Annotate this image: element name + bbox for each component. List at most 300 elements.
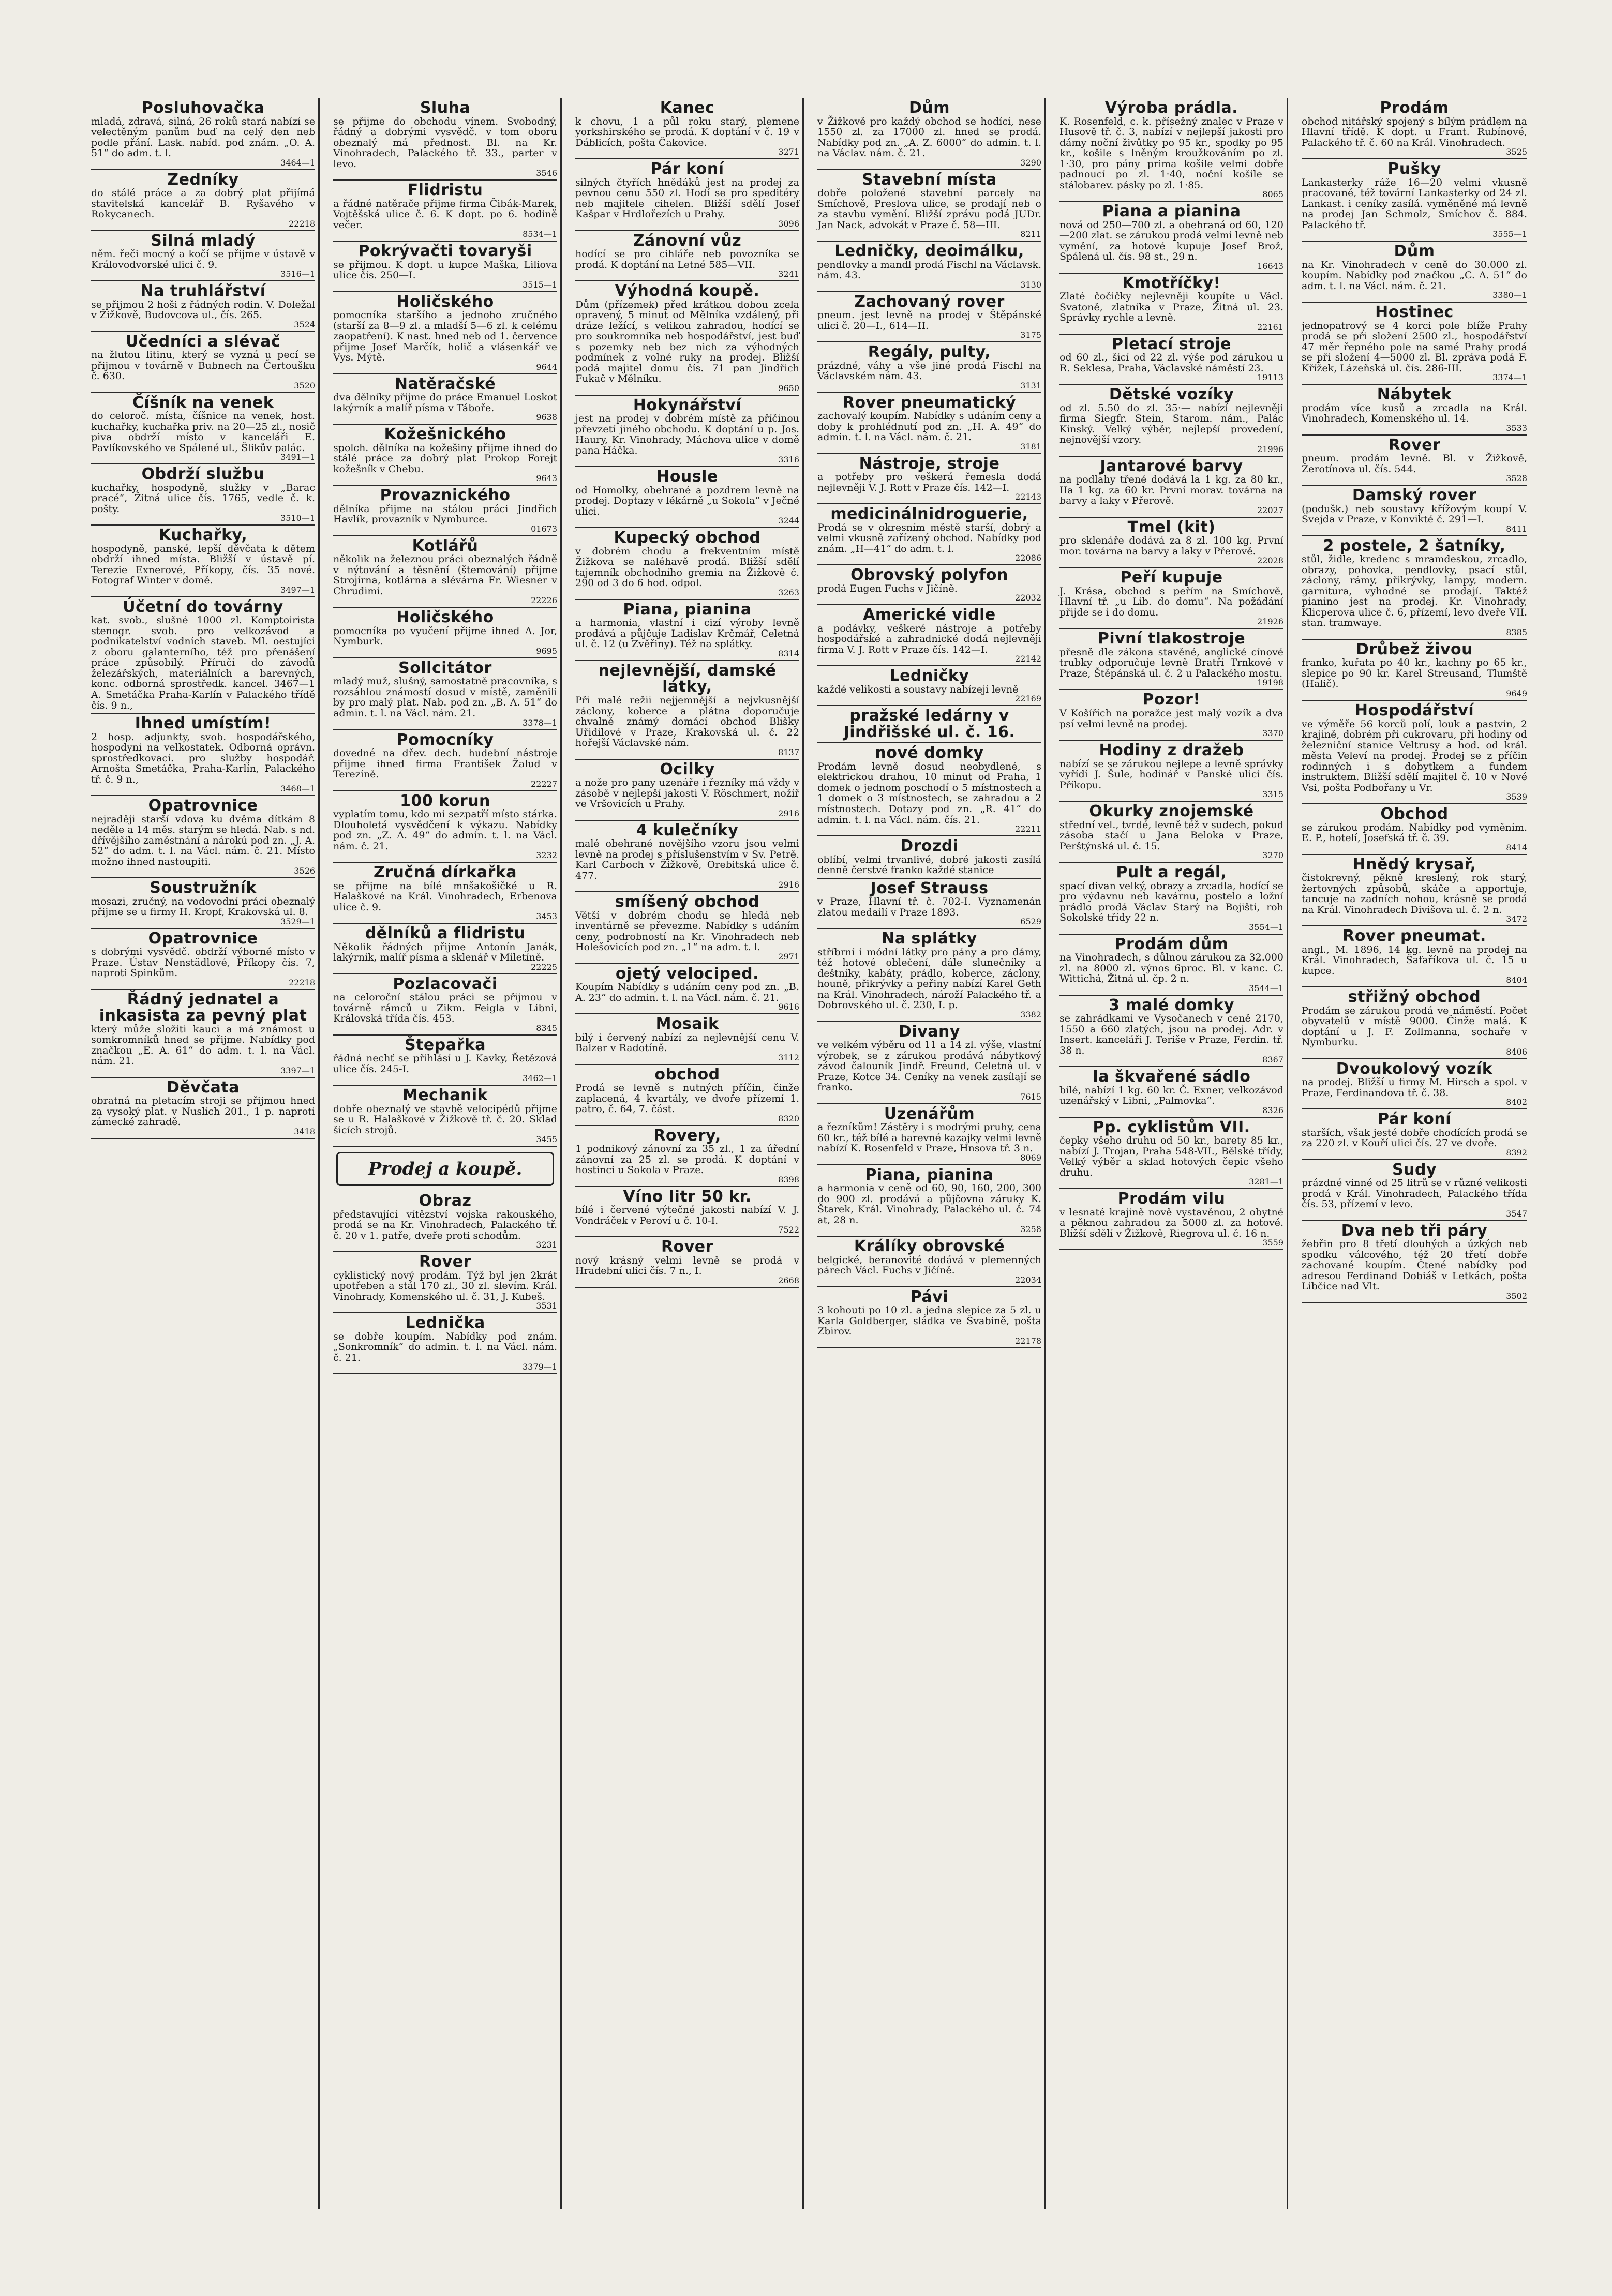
ad-heading: ojetý velociped.	[615, 964, 759, 983]
classified-ad	[333, 658, 557, 730]
ad-heading: Pozlacovači	[393, 974, 498, 993]
ad-text: vyplatím tomu, kdo mi sezpatří místo stárka. Dlouholetá vysvědčení k výkazu. Nabídky pod zn. „Z. A. 49“ do admin. t. l. na Václ. nám. č. 21.	[333, 808, 557, 852]
ad-heading: Pp. cyklistům VII.	[1093, 1118, 1250, 1136]
ad-code: 3472	[1506, 914, 1527, 924]
ad-heading: Rover pneumat.	[1342, 927, 1486, 946]
ad-heading: Na truhlářství	[140, 282, 266, 301]
ad-code: 22032	[1015, 593, 1041, 603]
ad-heading: Ledničky	[889, 667, 969, 685]
ad-heading: Pletací stroje	[1112, 335, 1231, 353]
ad-code: 16643	[1257, 261, 1283, 271]
classified-ad	[575, 159, 799, 231]
ad-heading: Dětské vozíky	[1109, 385, 1234, 404]
classified-ad	[1302, 701, 1527, 804]
ad-text: s dobrými vysvědč. obdrží výborné místo v Praze. Ústav Nenstädlové, Příkopy čís. 7, naproti Spinkům.	[91, 946, 315, 979]
ad-heading: Králíky obrovské	[854, 1237, 1005, 1256]
ad-code: 19198	[1257, 678, 1283, 688]
ad-code: 3525	[1506, 147, 1527, 157]
ad-text: a harmonia v ceně od 60, 90, 160, 200, 300 do 900 zl. prodává a půjčovna záruky K. Štarek, Král. Vinohrady, Palackého ul. č. 74 at, 28 n.	[817, 1182, 1041, 1226]
ad-code: 3515—1	[523, 279, 557, 290]
classified-ad	[1302, 804, 1527, 855]
ad-text: silných čtyřích hnědáků jest na prodej za pevnou cenu 550 zl. Hodí se pro speditéry neb majitele cihelen. Bližší sdělí Josef Kašpar v Hrdlořezích u Prahy.	[575, 176, 799, 220]
ad-text: jednopatrový se 4 korci pole blíže Prahy prodá se při složení 2500 zl., hospodářství 47 měr řepného pole na samé Prahy prodá se při složení 4—5000 zl. Bl. zpráva podá F. Křížek, Lázeňská ul. čís. 286-III.	[1302, 320, 1527, 374]
ad-text: mladá, zdravá, silná, 26 roků stará nabízí se velectěným panům buď na celý den neb podle přání. Lask. nabíd. pod znám. „O. A. 51“ do adm. t. l.	[91, 115, 315, 159]
classified-ad	[333, 1086, 557, 1147]
ad-heading: Hostinec	[1375, 303, 1454, 322]
ad-text: Větší v dobrém chodu se hledá neb inventárně se převezme. Nabídky s udáním ceny, podrobností na Kr. Vinohradech neb Holešovicích pod zn. „1“ na adm. t. l.	[575, 909, 799, 953]
ad-heading: Piana a pianina	[1102, 202, 1241, 221]
classified-ad	[1302, 486, 1527, 536]
ad-text: Zlaté čočičky nejlevněji koupíte u Václ. Svatoně, zlatníka v Praze, Žitná ul. 23. Správky rychle a levně.	[1059, 291, 1283, 324]
classified-ad	[333, 608, 557, 658]
ad-heading: Obrovský polyfon	[850, 566, 1008, 584]
classified-ad	[1059, 863, 1283, 935]
classified-ad	[1059, 741, 1283, 802]
ad-heading: Peří kupuje	[1120, 568, 1223, 587]
ad-text: spací divan velký, obrazy a zrcadla, hodící se pro výdavnu neb kavárnu, postelo a ložní prádlo prodá Václav Starý na Bojišti, roh Sokolské třídy 22 n.	[1059, 880, 1283, 924]
ad-text: každé velikosti a soustavy nabízejí levně	[817, 683, 1019, 695]
ad-code: 3528	[1506, 473, 1527, 484]
ad-heading: Pár koní	[1377, 1110, 1452, 1129]
ad-code: 8137	[778, 747, 799, 757]
ad-heading: Drůbež živou	[1355, 640, 1473, 658]
ad-heading: Sluha	[420, 99, 471, 117]
ad-code: 3497—1	[280, 584, 315, 595]
ad-code: 2971	[778, 951, 799, 962]
ad-heading: Ia škvařené sádlo	[1092, 1068, 1251, 1086]
ad-heading: Tmel (kit)	[1127, 518, 1216, 536]
classified-ad	[1302, 640, 1527, 701]
ad-text: franko, kuřata po 40 kr., kachny po 65 kr., slepice po 90 kr. Karel Streusand, Tlumště (Halič).	[1302, 657, 1527, 690]
ad-code: 3397—1	[280, 1065, 315, 1075]
classified-ad	[575, 1126, 799, 1187]
classified-ad	[575, 600, 799, 661]
ad-heading: Kmotříčky!	[1122, 274, 1221, 292]
ad-text: se zahrádkami ve Vysočanech v ceně 2170, 1550 a 660 zlatých, jsou na prodej. Adr. v Insert. kanceláři J. Teriše v Praze, Ferdin. tř. 38 n.	[1059, 1013, 1283, 1056]
classified-ad	[91, 796, 315, 878]
ad-text: dobře položené stavební parcely na Smíchově, Preslova ulice, se prodají neb o za stavbu vymění. Bližší zprávu podá JUDr. Jan Nack, advokát v Praze č. 58—III.	[817, 187, 1041, 231]
ad-code: 22218	[289, 977, 315, 987]
classified-ad	[575, 528, 799, 600]
ad-code: 3524	[294, 319, 315, 329]
ad-heading: Hnědý krysař,	[1352, 855, 1476, 874]
ad-text: (podušk.) neb soustavy křížovým koupí V. Svejda v Praze, v Konvikté č. 291—I.	[1302, 503, 1527, 526]
classified-ad	[91, 714, 315, 796]
ad-heading: Obchod	[1380, 805, 1449, 823]
ad-text: na žlutou litinu, který se vyzná u pecí se přijmou v továrně v Bubnech na Čertoušku č. 630.	[91, 349, 315, 382]
ad-heading: Kotlářů	[412, 536, 479, 555]
ad-text: představující vítězství vojska rakouského, prodá se na Kr. Vinohradech, Palackého tř. č. 20 v 1. patře, dveře proti schodům.	[333, 1208, 557, 1241]
classified-ad	[333, 1191, 557, 1252]
ad-heading: Účetní do továrny	[123, 597, 283, 616]
ad-heading: Pávi	[910, 1287, 949, 1306]
ad-text: a potřeby pro veškerá řemesla dodá nejlevněji V. J. Rott v Praze čís. 142—I.	[817, 471, 1041, 493]
ad-code: 8314	[778, 648, 799, 658]
ad-code: 2916	[778, 880, 799, 890]
classified-ad	[1059, 1189, 1283, 1250]
ad-text: nový krásný velmi levně se prodá v Hradební ulici čís. 7 n., I.	[575, 1254, 799, 1277]
classified-ad	[91, 332, 315, 393]
ad-heading: Rover	[419, 1253, 471, 1271]
ad-heading: nové domky	[875, 744, 984, 762]
ad-text: pneum. jest levně na prodej v Štěpánské ulici č. 20—I., 614—II.	[817, 309, 1041, 332]
ad-code: 3531	[536, 1301, 557, 1311]
ad-code: 22227	[531, 778, 557, 789]
ad-code: 9638	[536, 412, 557, 423]
classified-ad	[817, 706, 1041, 743]
ad-text: se přijmou 2 hoši z řádných rodin. V. Doležal v Žižkově, Budovcova ul., čís. 265.	[91, 298, 315, 321]
ad-code: 3281—1	[1249, 1177, 1283, 1187]
ad-code: 3533	[1506, 423, 1527, 433]
ad-code: 3455	[536, 1134, 557, 1145]
classified-ad	[575, 821, 799, 893]
ad-text: 3 kohouti po 10 zl. a jedna slepice za 5 zl. u Karla Goldberger, sládka ve Švabině, pošta Zbirov.	[817, 1304, 1041, 1338]
ad-code: 3271	[778, 147, 799, 157]
ad-heading: Josef Strauss	[870, 879, 989, 897]
ad-code: 3370	[1262, 728, 1283, 739]
ad-text: Prodám se zárukou prodá ve náměstí. Počet obyvatelů v místě 9000. Činže malá. K doptání u J. F. Zollmanna, sochaře v Nymburku.	[1302, 1004, 1527, 1048]
classified-ad	[333, 924, 557, 974]
ad-code: 22034	[1015, 1274, 1041, 1285]
ad-code: 19113	[1257, 372, 1283, 383]
classified-ad	[817, 743, 1041, 836]
classified-ad	[817, 1165, 1041, 1237]
ad-code: 01673	[531, 523, 557, 534]
column-1	[88, 98, 320, 2209]
ad-code: 3181	[1020, 441, 1041, 452]
ad-code: 8320	[778, 1113, 799, 1123]
ad-code: 8367	[1262, 1055, 1283, 1065]
ad-code: 3453	[536, 911, 557, 922]
ad-heading: Kožešnického	[384, 425, 506, 444]
ad-text: nová od 250—700 zl. a obehraná od 60, 120—200 zlat. se zárukou prodá velmi levně neb vymění, za hotové kupuje Josef Brož, Spálená ul. čís. 98 st., 29 n.	[1059, 219, 1283, 263]
ad-text: na celoroční stálou práci se přijmou v továrně rámců u Zikm. Feigla v Libni, Královská třída čís. 453.	[333, 992, 557, 1025]
ad-heading: Pomocníky	[396, 730, 494, 749]
ad-code: 3270	[1262, 850, 1283, 861]
classified-ad	[1302, 436, 1527, 486]
ad-code: 8404	[1506, 975, 1527, 985]
classified-ad	[817, 342, 1041, 393]
ad-heading: Mechanik	[402, 1086, 488, 1105]
classified-ad	[1059, 98, 1283, 202]
ad-heading: Rovery,	[653, 1126, 721, 1145]
ad-code: 3379—1	[523, 1362, 557, 1372]
ad-code: 7615	[1020, 1091, 1041, 1102]
classified-ad	[91, 170, 315, 231]
ad-heading: smíšený obchod	[615, 893, 760, 911]
ad-code: 9649	[1506, 688, 1527, 698]
ad-text: čistokrevný, pěkně kreslený, rok starý, žertovných způsobů, skáče a apportuje, tancuje na zadních nohou, krásně se prodá na Král. Vinohradech Divišova ul. č. 2 n.	[1302, 872, 1527, 916]
ad-text: a řezníkům! Zástěry i s modrými pruhy, cena 60 kr., též bílé a barevné kazajky velmi levně nabízí K. Rosenfeld v Praze, Hnsova tř. 3 n.	[817, 1121, 1041, 1154]
ad-heading: Provaznického	[380, 486, 511, 505]
ad-heading: Na splátky	[882, 929, 977, 948]
ad-code: 8398	[778, 1174, 799, 1184]
classified-ad	[1302, 98, 1527, 159]
classified-ad	[817, 98, 1041, 170]
ad-heading: Holičského	[396, 292, 494, 311]
ad-code: 9616	[778, 1002, 799, 1012]
classified-ad	[333, 98, 557, 181]
ad-code: 3491—1	[280, 452, 315, 462]
ad-code: 3464—1	[280, 157, 315, 168]
classified-ad	[91, 597, 315, 714]
classified-ad	[1302, 536, 1527, 640]
ad-heading: 3 malé domky	[1109, 996, 1234, 1014]
ad-code: 3244	[778, 516, 799, 526]
ad-text: V Košířích na poražce jest malý vozík a dva psí velmi levně na prodej.	[1059, 707, 1283, 730]
ad-code: 3112	[778, 1052, 799, 1062]
classified-ad	[1302, 1160, 1527, 1221]
classified-ad	[91, 990, 315, 1078]
ad-text: v Praze, Hlavní tř. č. 702-I. Vyznamenán zlatou medailí v Praze 1893.	[817, 896, 1041, 918]
ad-code: 3520	[294, 380, 315, 391]
ad-code: 3526	[294, 866, 315, 876]
ad-heading: Výroba prádla.	[1104, 99, 1238, 117]
ad-code: 3231	[536, 1240, 557, 1250]
classified-ad	[1059, 202, 1283, 274]
ad-code: 22178	[1015, 1335, 1041, 1346]
classified-ad	[817, 929, 1041, 1022]
ad-code: 8069	[1020, 1152, 1041, 1163]
classified-ad	[333, 1313, 557, 1374]
ad-code: 3559	[1262, 1238, 1283, 1248]
ad-text: na prodej. Bližší u firmy M. Hirsch a spol. v Praze, Ferdinandova tř. č. 38.	[1302, 1076, 1527, 1099]
column-4	[814, 98, 1046, 2209]
classified-ad	[91, 393, 315, 465]
ad-text: Koupím Nabídky s udáním ceny pod zn. „B. A. 23“ do admin. t. l. na Václ. nám. č. 21.	[575, 981, 799, 1003]
ad-text: 2 hosp. adjunkty, svob. hospodářského, hospodyni na velkostatek. Odborná oprávn. sprostředkovací. pro služby hospodář. Arnošta Smetáčka, Praha-Karlín, Palackého tř. č. 9 n.,	[91, 731, 315, 785]
ad-text: prázdné vinné od 25 litrů se v různé velikosti prodá v Král. Vinohradech, Palackého třída čís. 53, přízemí v levo.	[1302, 1177, 1527, 1210]
ad-text: stůl, židle, kredenc s mramdeskou, zrcadlo, obrazy, pohovka, pendlovky, psací stůl, záclony, rámy, přikrývky, lampy, modern. garnitura, vyhodné se prodají. Taktéž pianino jest na prodej. Kr. Vinohrady, Klicperova ulice č. 6, přízemí, levo dveře VII. stan. tramwaye.	[1302, 553, 1527, 629]
ad-heading: Opatrovnice	[148, 797, 258, 815]
ad-code: 3315	[1262, 789, 1283, 800]
ad-heading: Americké vidle	[863, 606, 996, 624]
ad-text: kat. svob., slušné 1000 zl. Komptoirista stenogr. svob. pro velkozávod a podnikatelství vodních staveb. Ml. oestujíci z oboru galanterního, též pro přenášení práce způsobilý. Příručí do závodů železářských, materiálních a barevných, konc. odborná sprostředk. kancel. 3467—1 A. Smetáčka Praha-Karlín v Palackého třídě čís. 9 n.,	[91, 614, 315, 711]
classified-ad	[817, 879, 1041, 929]
classified-ad	[575, 760, 799, 821]
ad-heading: Dva neb tři páry	[1341, 1221, 1488, 1240]
ad-heading: 100 korun	[400, 791, 490, 810]
ad-heading: Piana, pianina	[865, 1165, 994, 1184]
ad-text: bílé, nabízí 1 kg. 60 kr. Č. Exner, velkozávod uzenářský v Libni, „Palmovka“.	[1059, 1084, 1283, 1107]
ad-text: bílý i červený nabízí za nejlevnější cenu V. Balzer v Radotíně.	[575, 1031, 799, 1054]
column-2	[330, 98, 562, 2209]
ad-text: dělníka přijme na stálou práci Jindřich Havlík, provazník v Nymburce.	[333, 503, 557, 526]
classified-ad	[333, 374, 557, 425]
classified-ad	[817, 454, 1041, 505]
ad-code: 8406	[1506, 1046, 1527, 1057]
ad-text: od zl. 5.50 do zl. 35·— nabízí nejlevněji firma Siegfr. Stein, Starom. nám., Palác Kinský. Velký výběr, nejlepší provedení, nejnovější vzory.	[1059, 402, 1283, 446]
classified-ad	[575, 231, 799, 282]
ad-text: na Kr. Vinohradech v ceně do 30.000 zl. koupím. Nabídky pod značkou „C. A. 51“ do adm. t. l. na Václ. nám. č. 21.	[1302, 259, 1527, 292]
ad-code: 22027	[1257, 505, 1283, 515]
ad-text: obratná na pletacím stroji se přijmou hned za vysoký plat. v Nuslích 201., 1 p. naproti zámecké zahradě.	[91, 1095, 315, 1128]
ad-heading: střižný obchod	[1348, 988, 1481, 1007]
ad-text: se dobře koupím. Nabídky pod znám. „Sonkromník“ do admin. t. l. na Václ. nám. č. 21.	[333, 1330, 557, 1363]
ad-code: 3554—1	[1249, 922, 1283, 932]
ad-code: 3539	[1506, 792, 1527, 802]
ad-heading: Hokynářství	[633, 396, 742, 414]
classified-ad	[575, 281, 799, 396]
ad-heading: Rover	[1388, 436, 1441, 454]
classified-ad	[817, 504, 1041, 565]
ad-heading: 4 kulečníky	[636, 821, 739, 839]
ad-code: 3241	[778, 269, 799, 279]
ad-heading: Dům	[1394, 242, 1435, 261]
ad-text: řádná nechť se přihlásí u J. Kavky, Řetězová ulice čís. 245-I.	[333, 1053, 557, 1075]
ad-code: 2668	[778, 1275, 799, 1285]
ad-text: zachovalý koupím. Nabídky s udáním ceny a doby k prohlédnutí pod zn. „H. A. 49“ do admin. t. l. na Václ. nám. č. 21.	[817, 410, 1041, 443]
ad-text: prodá Eugen Fuchs v Jičíně.	[817, 582, 958, 594]
ad-text: se přijmou. K dopt. u kupce Maška, Liliova ulice čís. 250—I.	[333, 259, 557, 281]
ad-code: 3130	[1020, 279, 1041, 290]
ad-text: a řádné natěrače přijme firma Čibák-Marek, Vojtěšská ulice č. 6. K dopt. po 6. hodině večer.	[333, 198, 557, 231]
ad-heading: Prodám dům	[1114, 935, 1229, 953]
ad-code: 8345	[536, 1023, 557, 1033]
classified-ad	[1059, 518, 1283, 568]
classified-ad	[817, 1022, 1041, 1104]
classified-ad	[575, 661, 799, 760]
ad-text: čepky všeho druhu od 50 kr., barety 85 kr., nabízí J. Trojan, Praha 548-VII., Bělské třídy, Velký výběr a sklad hotových čepic všeho druhu.	[1059, 1135, 1283, 1178]
ad-heading: Piana, pianina	[623, 600, 752, 619]
ad-heading: Dům	[908, 99, 950, 117]
ad-text: hospodyně, panské, lepší děvčata k dětem obdrží ihned místa. Bližší v ústavě pí. Terezie Exnerové, Příkopy, čís. 35 nové. Fotograf Winter v domě.	[91, 543, 315, 587]
ad-heading: obchod	[654, 1065, 720, 1084]
ad-heading: Pozor!	[1142, 691, 1201, 709]
ad-code: 3382	[1020, 1009, 1041, 1019]
ad-code: 22143	[1015, 492, 1041, 502]
classified-ad	[575, 1187, 799, 1238]
ad-text: od 60 zl., šicí od 22 zl. výše pod zárukou u R. Seklesa, Praha, Václavské náměstí 23.	[1059, 352, 1283, 374]
ad-heading: dělníků a flidristu	[365, 924, 526, 943]
ad-heading: Pivní tlakostroje	[1097, 629, 1246, 648]
ad-code: 3380—1	[1492, 290, 1527, 301]
ad-heading: Stavební místa	[862, 170, 997, 189]
ad-code: 3510—1	[280, 513, 315, 523]
classified-ad	[333, 181, 557, 242]
ad-code: 9644	[536, 362, 557, 372]
ad-heading: Výhodná koupě.	[615, 282, 760, 301]
classified-ad	[1059, 385, 1283, 457]
classified-ad	[1302, 385, 1527, 436]
ad-heading: Štepařka	[404, 1036, 486, 1054]
ad-heading: Sudy	[1392, 1160, 1437, 1179]
ad-heading: Natěračské	[394, 374, 496, 393]
ad-text: který může složiti kauci a má známost u somkromníků hned se přijme. Nabídky pod značkou „E. A. 61“ do adm. t. l. na Václ. nám. 21.	[91, 1023, 315, 1067]
ad-code: 22142	[1015, 654, 1041, 664]
ad-heading: Zručná dírkařka	[374, 863, 517, 882]
ad-code: 22161	[1257, 322, 1283, 332]
ad-text: pomocníka po vyučení přijme ihned A. Jor, Nymburk.	[333, 625, 557, 648]
ad-heading: Zánovní vůz	[633, 231, 742, 250]
ad-text: žebřin pro 8 třetí dlouhých a úzkých neb spodku válcového, též 20 třetí dobře zachované koupím. Čtené nabídky pod adresou Ferdinand Dobiáš v Letkách, pošta Libčice nad Vlt.	[1302, 1238, 1527, 1293]
classified-ad	[1302, 1059, 1527, 1110]
ad-code: 22225	[531, 962, 557, 972]
ad-heading: pražské ledárny v Jindřišské ul. č. 16.	[843, 707, 1016, 741]
ad-text: pendlovky a mandl prodá Fischl na Václavsk. nám. 43.	[817, 259, 1041, 281]
classified-ad	[575, 396, 799, 468]
ad-heading: Rover	[661, 1238, 713, 1256]
ad-heading: Pult a regál,	[1116, 863, 1227, 882]
ad-code: 22226	[531, 595, 557, 606]
ad-code: 3529—1	[280, 916, 315, 926]
classified-ad	[1059, 629, 1283, 690]
classified-ad	[1302, 242, 1527, 303]
ad-text: Prodám levně dosud neobydlené, s elektrickou drahou, 10 minut od Praha, 1 domek o jednom poschodí o 5 místnostech a 1 domek o 3 místnostech, se zahradou a 2 místnostech. Dotazy pod zn. „R. 41“ do admin. t. l. na Václ. nám. čís. 21.	[817, 760, 1041, 826]
ad-heading: Regály, pulty,	[868, 343, 991, 362]
classified-ad	[1059, 996, 1283, 1068]
ad-code: 3175	[1020, 330, 1041, 340]
ad-heading: Holičského	[396, 608, 494, 627]
ad-heading: Dvoukolový vozík	[1336, 1059, 1493, 1078]
ad-heading: Damský rover	[1352, 486, 1477, 505]
ad-heading: Pár koní	[650, 160, 724, 178]
classified-ad	[817, 1104, 1041, 1165]
ad-code: 3263	[778, 587, 799, 597]
ad-text: angl., M. 1896, 14 kg. levně na prodej na Král. Vinohradech, Šafaříkova ul. č. 15 u kupce.	[1302, 943, 1527, 977]
classified-ad	[1059, 335, 1283, 385]
ad-code: 8534—1	[523, 229, 557, 239]
ad-heading: Víno litr 50 kr.	[623, 1187, 752, 1206]
ad-text: prázdné, váhy a vše jiné prodá Fischl na Václavském nám. 43.	[817, 359, 1041, 382]
ad-text: Prodá se v okresním městě starší, dobrý a velmi vkusně zařízený obchod. Nabídky pod znám. „H—41“ do adm. t. l.	[817, 521, 1041, 554]
ad-heading: Drozdi	[900, 837, 959, 856]
ad-text: jest na prodej v dobrém místě za příčinou převzetí jiného obchodu. K doptání u p. Jos. Haury, Kr. Vinohrady, Máchova ulice v domě pana Háčka.	[575, 413, 799, 456]
ad-heading: Hodiny z dražeb	[1099, 741, 1244, 760]
section-banner: Prodej a koupě.	[336, 1152, 554, 1186]
ad-heading: Kupecký obchod	[614, 529, 761, 547]
classified-ad	[817, 393, 1041, 454]
ad-heading: Sollcitátor	[398, 658, 492, 677]
ad-text: nabízí se se zárukou nejlepe a levně správky vyřídí J. Šule, hodinář v Panské ulici čís. Příkopu.	[1059, 758, 1283, 791]
classified-ad	[575, 892, 799, 964]
classified-ad	[333, 425, 557, 486]
ad-code: 21996	[1257, 444, 1283, 454]
ad-code: 3546	[536, 168, 557, 178]
ad-code: 8385	[1506, 627, 1527, 637]
classified-ad	[333, 791, 557, 863]
ad-heading: nejlevnější, damské látky,	[598, 661, 777, 696]
classified-ad	[817, 605, 1041, 666]
ad-text: obchod nitářský spojený s bílým prádlem na Hlavní třídě. K dopt. u Frant. Rubínové, Palackého tř. č. 60 na Král. Vinohradech.	[1302, 115, 1527, 148]
classified-ad	[1302, 926, 1527, 987]
ad-code: 8211	[1020, 229, 1041, 239]
ad-code: 8411	[1506, 523, 1527, 534]
ad-heading: Nástroje, stroje	[859, 454, 1000, 473]
classified-ad	[817, 666, 1041, 706]
ad-code: 3555—1	[1492, 229, 1527, 239]
ad-code: 3290	[1020, 157, 1041, 168]
ad-text: hodící se pro cihláře neb povozníka se prodá. K doptání na Letné 585—VII.	[575, 248, 799, 271]
ad-code: 3502	[1506, 1291, 1527, 1301]
ad-text: několik na železnou práci obeznalých řádně v nýtování a těsnění (štemování) přijme Strojírna, kotlárna a slévárna Fr. Wiesner v Chrudimi.	[333, 553, 557, 597]
ad-heading: Prodám	[1380, 99, 1449, 117]
ad-heading: Číšník na venek	[132, 393, 274, 412]
classified-ad	[1302, 1221, 1527, 1303]
ad-heading: Silná mladý	[151, 231, 256, 250]
column-3	[572, 98, 804, 2209]
classified-ad	[1302, 987, 1527, 1059]
classified-ad	[1059, 1118, 1283, 1190]
ad-text: Lankasterky ráže 16—20 velmi vkusně pracované, též tovární Lankasterky od 24 zl. Lankast. i ceníky zasílá. vyměněné má levně na prodej Jan Schmolz, Smíchov č. 884. Palackého tř.	[1302, 176, 1527, 231]
classified-ad	[1059, 1067, 1283, 1118]
ad-code: 8402	[1506, 1097, 1527, 1107]
ad-code: 22086	[1015, 553, 1041, 563]
classified-ad	[1059, 690, 1283, 741]
ad-heading: Uzenářům	[884, 1104, 975, 1123]
ad-text: dobře obeznalý ve stavbě velocipédů přijme se u R. Halaškové v Žižkově tř. č. 20. Sklad šicích strojů.	[333, 1103, 557, 1136]
ad-code: 22218	[289, 218, 315, 229]
